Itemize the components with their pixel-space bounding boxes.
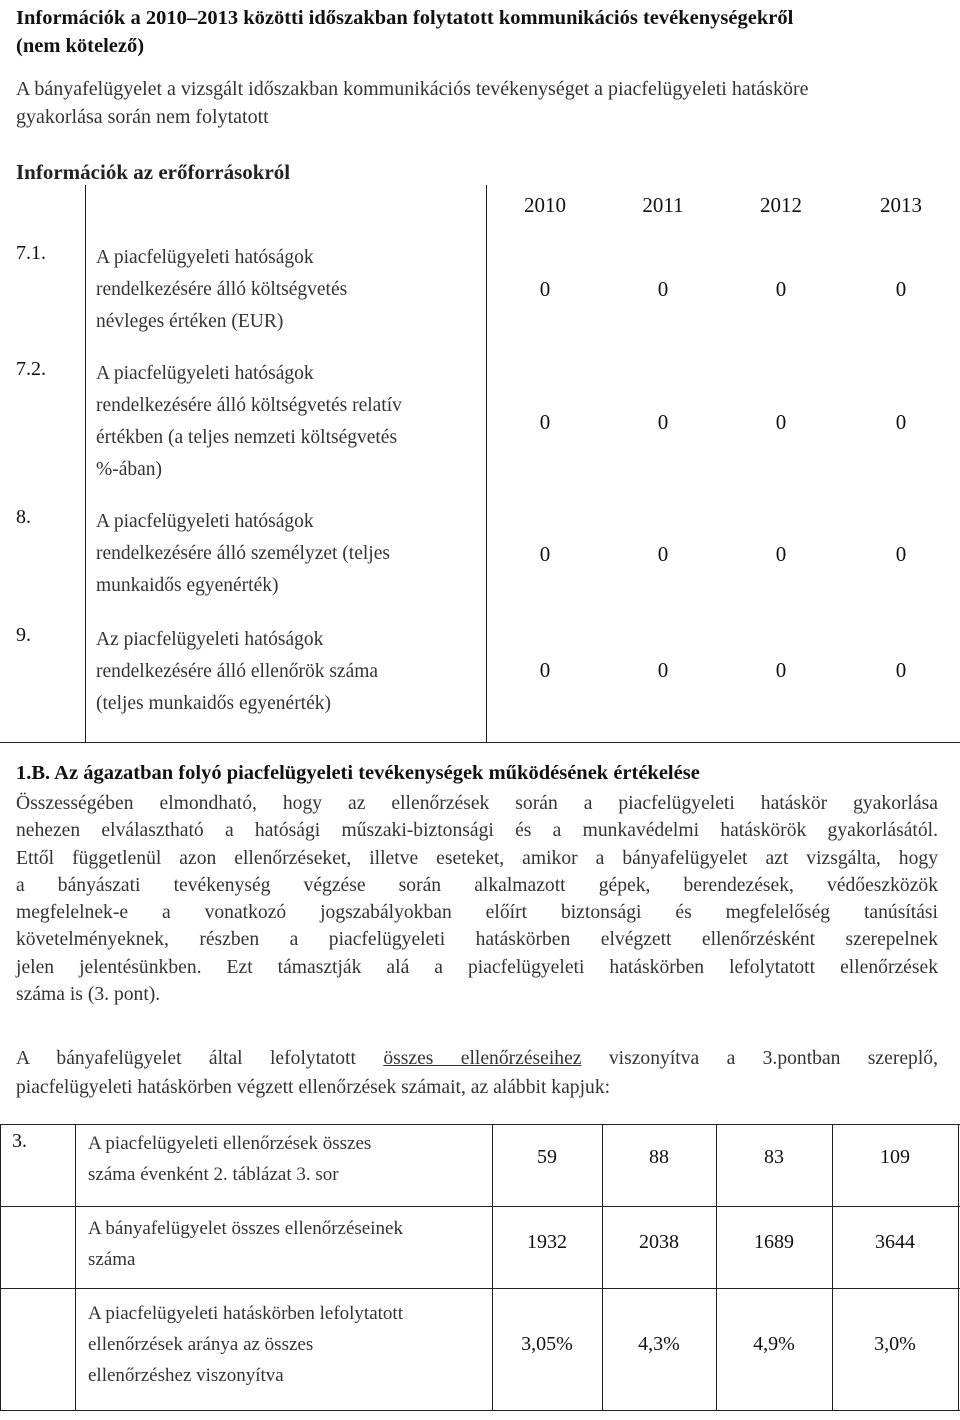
value-cell: 3,05% (521, 1333, 573, 1355)
value-cell: 0 (775, 410, 787, 434)
row-label-line: A piacfelügyeleti hatóságok (96, 247, 314, 268)
row-label (96, 358, 476, 486)
value-cell: 0 (539, 542, 551, 566)
table1-bottom-border (0, 742, 960, 743)
row-label-line: rendelkezésére álló költségvetés (96, 279, 348, 300)
row-number: 9. (16, 624, 31, 646)
intro-line-2: gyakorlása során nem folytatott (16, 106, 269, 128)
value-cell: 1689 (754, 1231, 794, 1253)
value-cell: 3,0% (874, 1333, 916, 1355)
resources-heading: Információk az erőforrásokról (16, 160, 291, 184)
paragraph-line: a bányászati tevékenység végzése során alkalmazott gépek, berendezések, védőeszközök (16, 874, 938, 896)
underlined-phrase: összes ellenőrzéseihez (383, 1048, 582, 1069)
value-cell: 3644 (875, 1231, 915, 1253)
paragraph-line (16, 1044, 938, 1073)
row-label-line: A piacfelügyeleti hatóságok (96, 363, 314, 384)
table2-border (958, 1124, 959, 1410)
value-cell: 0 (539, 410, 551, 434)
value-cell: 0 (775, 658, 787, 682)
paragraph-fragment: A bányafelügyelet által lefolytatott (16, 1048, 356, 1069)
value-cell: 4,9% (753, 1333, 795, 1355)
paragraph-fragment: viszonyítva a 3.pontban szereplő, (608, 1048, 938, 1069)
paragraph-line: Összességében elmondható, hogy az ellenőrzések során a piacfelügyeleti hatáskör gyakorlása (16, 793, 938, 814)
value-cell: 0 (895, 410, 907, 434)
row-label (88, 1128, 488, 1190)
row-label-line: A bányafelügyelet összes ellenőrzéseinek (88, 1218, 403, 1239)
value-cell: 59 (537, 1146, 557, 1168)
year-2010: 2010 (524, 193, 566, 217)
intro-line-1: A bányafelügyelet a vizsgált időszakban kommunikációs tevékenységet a piacfelügyeleti hatásköre (16, 78, 809, 100)
comparison-paragraph (16, 1044, 938, 1102)
row-number: 7.2. (16, 358, 46, 380)
row-label-line: (teljes munkaidős egyenérték) (96, 693, 331, 714)
row-number: 8. (16, 506, 31, 528)
intro-text (16, 75, 946, 131)
value-cell: 0 (657, 277, 669, 301)
year-2012: 2012 (760, 193, 802, 217)
row-label (88, 1298, 488, 1391)
row-label (96, 624, 476, 720)
table1-divider-right (486, 185, 487, 742)
value-cell: 0 (895, 542, 907, 566)
row-label-line: A piacfelügyeleti ellenőrzések összes (88, 1133, 372, 1154)
row-label (88, 1213, 488, 1275)
row-label-line: A piacfelügyeleti hatáskörben lefolytatott (88, 1303, 403, 1324)
table2-border (0, 1124, 960, 1125)
paragraph-line: jelen jelentésünkben. Ezt támasztják alá a piacfelügyeleti hatáskörben lefolytatott ellenőrzések (16, 956, 938, 978)
year-2013: 2013 (880, 193, 922, 217)
row-label-line: munkaidős egyenérték) (96, 575, 279, 596)
value-cell: 0 (895, 277, 907, 301)
table2-border (75, 1124, 76, 1410)
row-label (96, 242, 476, 338)
table2-border (0, 1288, 960, 1289)
row-label-line: ellenőrzések aránya az összes (88, 1334, 314, 1355)
paragraph-line: száma is (3. pont). (16, 984, 161, 1006)
value-cell: 0 (775, 542, 787, 566)
row-label-line: száma évenként 2. táblázat 3. sor (88, 1164, 339, 1185)
value-cell: 83 (764, 1146, 784, 1168)
row-label-line: %-ában) (96, 459, 163, 480)
value-cell: 0 (657, 410, 669, 434)
row-label-line: értékben (a teljes nemzeti költségvetés (96, 427, 398, 448)
value-cell: 0 (539, 277, 551, 301)
row-label-line: rendelkezésére álló ellenőrök száma (96, 661, 379, 682)
value-cell: 4,3% (638, 1333, 680, 1355)
paragraph-line: Ettől függetlenül azon ellenőrzéseket, illetve eseteket, amikor a bányafelügyelet azt vizsgálta, hogy (16, 847, 938, 869)
value-cell: 0 (775, 277, 787, 301)
paragraph-line: megfelelnek-e a vonatkozó jogszabályokban előírt biztonsági és megfelelőség tanúsítási (16, 902, 938, 924)
section-paragraph (16, 790, 938, 1008)
value-cell: 0 (895, 658, 907, 682)
row-number: 7.1. (16, 242, 46, 264)
row-label-line: A piacfelügyeleti hatóságok (96, 511, 314, 532)
paragraph-line: követelményeknek, részben a piacfelügyeleti hatáskörben elvégzett ellenőrzésként szerepelnek (16, 929, 938, 951)
table2-border (0, 1206, 960, 1207)
table1-divider-left (85, 185, 86, 742)
value-cell: 88 (649, 1146, 669, 1168)
value-cell: 0 (657, 658, 669, 682)
row-number: 3. (12, 1130, 27, 1152)
page-title (16, 4, 946, 60)
value-cell: 2038 (639, 1231, 679, 1253)
value-cell: 0 (539, 658, 551, 682)
paragraph-line: piacfelügyeleti hatáskörben végzett ellenőrzések számait, az alábbit kapjuk: (16, 1077, 611, 1098)
row-label (96, 506, 476, 602)
row-label-line: rendelkezésére álló személyzet (teljes (96, 543, 390, 564)
row-label-line: száma (88, 1249, 136, 1270)
table2-border (0, 1124, 1, 1410)
section-heading: 1.B. Az ágazatban folyó piacfelügyeleti tevékenységek működésének értékelése (16, 762, 700, 784)
title-line-2: (nem kötelező) (16, 35, 145, 57)
value-cell: 109 (880, 1146, 910, 1168)
title-line-1: Információk a 2010–2013 közötti időszakban folytatott kommunikációs tevékenységekről (16, 7, 794, 29)
row-label-line: rendelkezésére álló költségvetés relatív (96, 395, 402, 416)
value-cell: 1932 (527, 1231, 567, 1253)
row-label-line: ellenőrzéshez viszonyítva (88, 1365, 284, 1386)
value-cell: 0 (657, 542, 669, 566)
row-label-line: névleges értéken (EUR) (96, 311, 284, 332)
paragraph-line: nehezen elválasztható a hatósági műszaki-biztonsági és a munkavédelmi hatáskörök gyakorlásától. (16, 820, 938, 842)
table2-border (0, 1410, 960, 1411)
year-2011: 2011 (642, 193, 684, 217)
row-label-line: Az piacfelügyeleti hatóságok (96, 629, 324, 650)
